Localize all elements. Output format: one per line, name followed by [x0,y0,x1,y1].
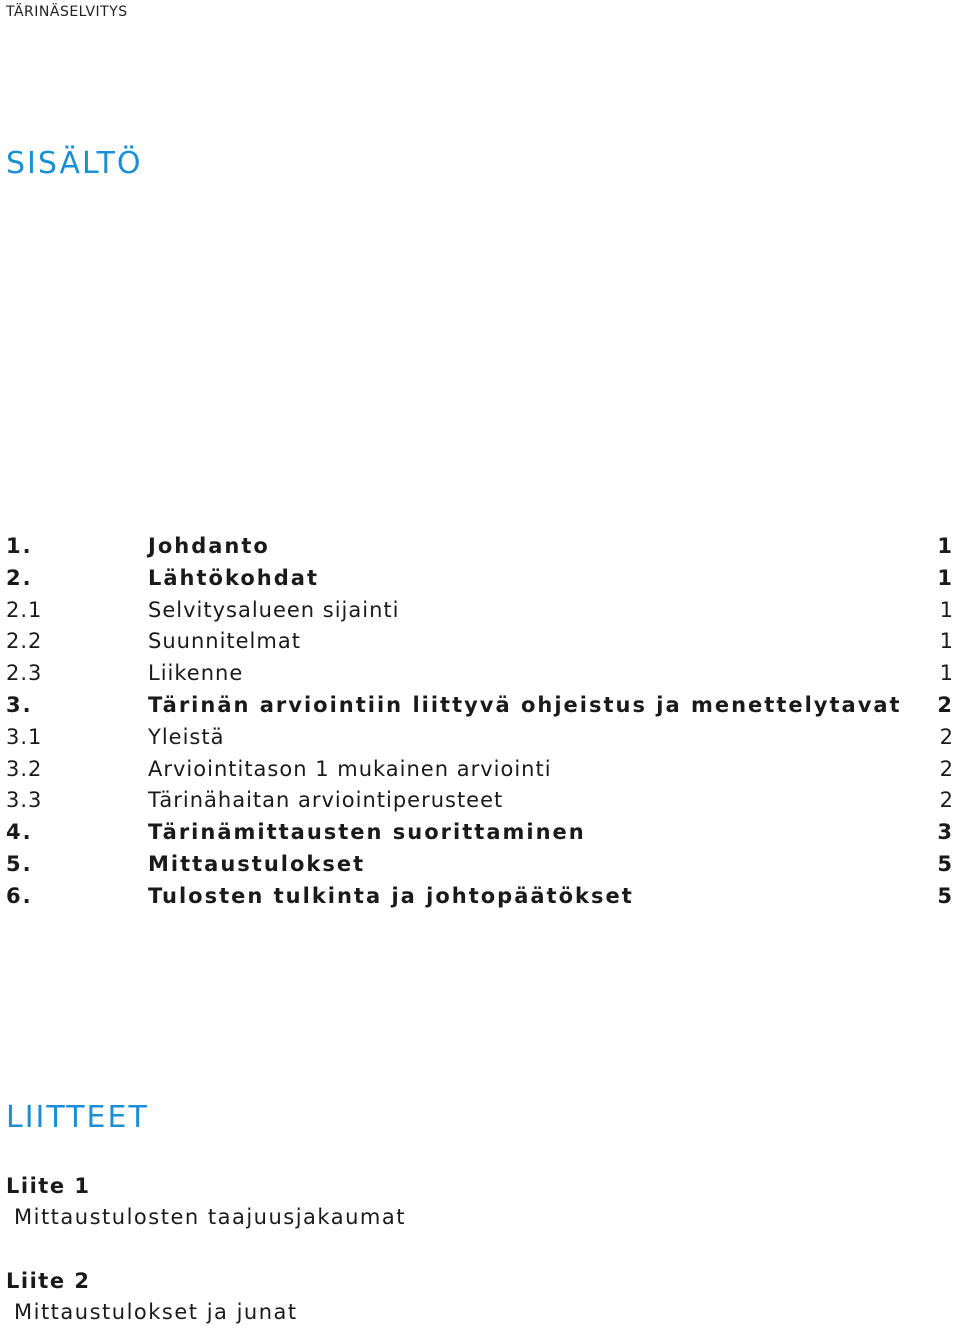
toc-entry-page: 2 [939,724,954,749]
appendix-item [6,1171,406,1233]
toc-entry-page: 1 [939,661,954,686]
toc-entry[interactable] [6,690,958,722]
appendix-description: Mittaustulosten taajuusjakaumat [14,1205,406,1229]
toc-entry-page: 2 [939,788,954,813]
toc-entry-page: 3 [937,820,954,845]
toc-entry-number: 2. [6,565,33,590]
toc-entry[interactable] [6,595,958,627]
toc-entry-number: 3. [6,692,33,717]
toc-entry-page: 5 [937,883,954,908]
toc-entry-page: 2 [939,756,954,781]
toc-entry[interactable] [6,563,958,595]
toc-entry-title: Selvitysalueen sijainti [148,597,400,622]
toc-entry-title: Lähtökohdat [148,565,319,590]
toc-entry-page: 1 [937,565,954,590]
toc-entry[interactable] [6,849,958,881]
toc-entry[interactable] [6,626,958,658]
toc-entry-title: Johdanto [148,534,270,558]
toc-entry-title: Mittaustulokset [148,851,366,876]
toc-entry-number: 2.3 [6,661,43,686]
toc-entry[interactable] [6,722,958,754]
toc-entry[interactable] [6,531,958,563]
toc-entry-title: Arviointitason 1 mukainen arviointi [148,756,552,781]
appendices-title: LIITTEET [6,1100,149,1135]
toc-entry[interactable] [6,658,958,690]
toc-entry[interactable] [6,754,958,786]
toc-entry-page: 5 [937,851,954,876]
toc-entry-title: Tulosten tulkinta ja johtopäätökset [148,883,634,908]
toc-entry-title: Tärinähaitan arviointiperusteet [148,788,504,813]
toc-entry-page: 1 [939,597,954,622]
appendix-label: Liite 1 [6,1174,91,1198]
toc-entry[interactable] [6,817,958,849]
document-type-label: TÄRINÄSELVITYS [6,4,128,20]
appendix-description: Mittaustulokset ja junat [14,1300,298,1324]
toc-entry[interactable] [6,785,958,817]
toc-entry-title: Suunnitelmat [148,629,301,654]
toc-entry-number: 6. [6,883,33,908]
appendix-item [6,1266,298,1328]
toc-entry-number: 3.1 [6,724,43,749]
table-of-contents [6,531,958,913]
toc-entry-number: 2.2 [6,629,43,654]
toc-entry-number: 4. [6,820,33,845]
toc-entry-title: Yleistä [148,724,225,749]
toc-title: SISÄLTÖ [6,146,143,181]
appendix-label: Liite 2 [6,1269,91,1293]
toc-entry-title: Tärinämittausten suorittaminen [148,820,586,845]
toc-entry-number: 5. [6,851,33,876]
toc-entry-number: 2.1 [6,597,43,622]
toc-entry-title: Liikenne [148,661,244,686]
toc-entry-number: 3.2 [6,756,43,781]
toc-entry-number: 3.3 [6,788,43,813]
toc-entry-page: 2 [937,692,954,717]
toc-entry-page: 1 [939,629,954,654]
toc-entry[interactable] [6,881,958,913]
toc-entry-page: 1 [937,534,954,558]
toc-entry-title: Tärinän arviointiin liittyvä ohjeistus ja menettelytavat [148,692,902,717]
toc-entry-number: 1. [6,534,33,558]
